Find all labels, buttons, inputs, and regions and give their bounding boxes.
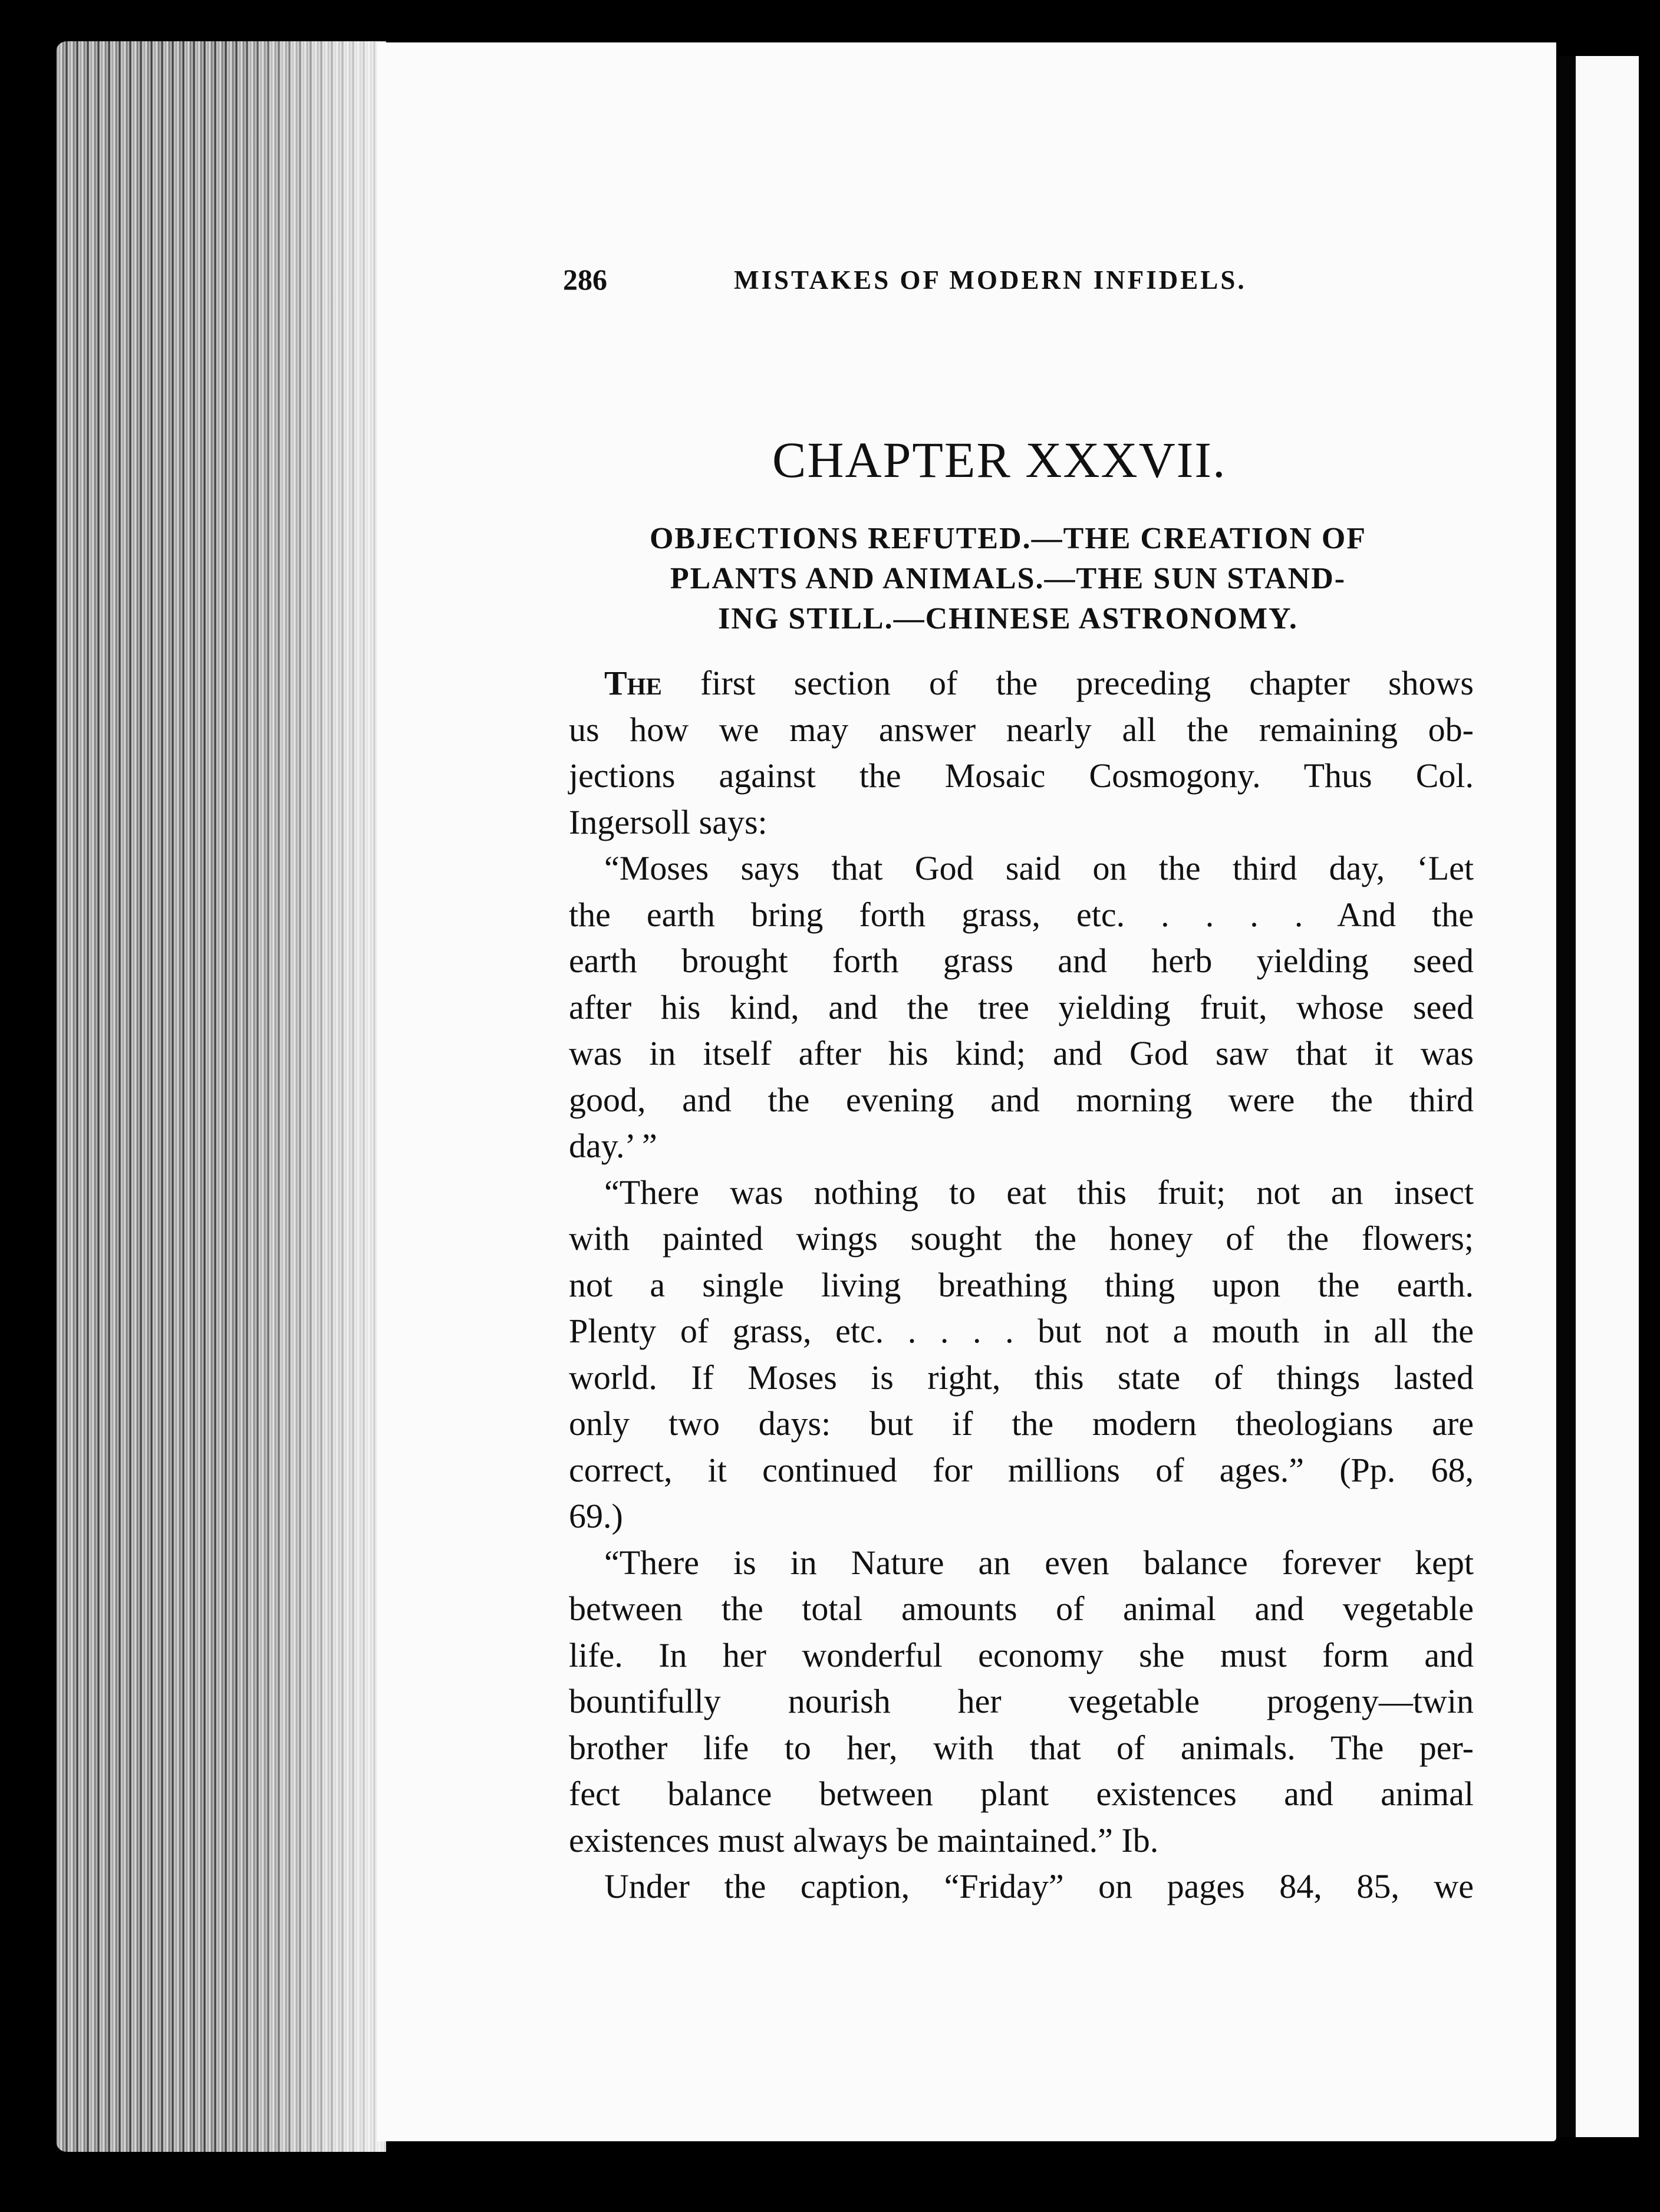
lead-word: The (604, 664, 662, 702)
text-line: us how we may answer nearly all the remaining ob- (569, 710, 1474, 749)
subtitle-line: OBJECTIONS REFUTED.—THE CREATION OF (649, 522, 1367, 555)
subtitle-line: ING STILL.—CHINESE ASTRONOMY. (718, 602, 1298, 636)
text-line: good, and the evening and morning were the third (569, 1080, 1474, 1119)
text-line: between the total amounts of animal and vegetable (569, 1589, 1474, 1628)
text-line: The first section of the preceding chapter shows (604, 664, 1474, 702)
text-line: was in itself after his kind; and God saw that it was (569, 1034, 1474, 1072)
text-line: jections against the Mosaic Cosmogony. Thus Col. (569, 756, 1474, 795)
body-text (569, 660, 1474, 1910)
text-line: bountifully nourish her vegetable progeny—twin (569, 1682, 1474, 1720)
text-line: “There was nothing to eat this fruit; not an insect (604, 1173, 1474, 1212)
next-page-edge (1559, 56, 1639, 2137)
chapter-subtitle (584, 519, 1432, 639)
text-line: the earth bring forth grass, etc. . . . . And the (569, 895, 1474, 934)
text-line: earth brought forth grass and herb yielding seed (569, 942, 1474, 980)
text-line: Ingersoll says: (569, 802, 768, 841)
text-line: after his kind, and the tree yielding fruit, whose seed (569, 988, 1474, 1026)
subtitle-line: PLANTS AND ANIMALS.—THE SUN STAND- (670, 562, 1346, 595)
text-line: world. If Moses is right, this state of things lasted (569, 1358, 1474, 1397)
text-line: 69.) (569, 1497, 623, 1535)
text-line: not a single living breathing thing upon the earth. (569, 1265, 1474, 1304)
text-line: fect balance between plant existences and animal (569, 1775, 1474, 1813)
text-line: correct, it continued for millions of ages.” (Pp. 68, (569, 1450, 1474, 1489)
chapter-title: CHAPTER XXXVII. (772, 432, 1227, 488)
page-number: 286 (563, 263, 607, 296)
text-line: only two days: but if the modern theologians are (569, 1404, 1474, 1443)
text-line: brother life to her, with that of animals. The per- (569, 1728, 1474, 1767)
text-line: with painted wings sought the honey of the flowers; (569, 1219, 1474, 1258)
text-line: “Moses says that God said on the third day, ‘Let (604, 849, 1474, 887)
book-page-edges (56, 41, 386, 2152)
text-line: day.’ ” (569, 1127, 657, 1165)
running-title: MISTAKES OF MODERN INFIDELS. (734, 265, 1247, 295)
text-line: existences must always be maintained.” Ib. (569, 1821, 1159, 1859)
text-line: “There is in Nature an even balance forever kept (604, 1543, 1474, 1582)
text-line: life. In her wonderful economy she must form and (569, 1635, 1474, 1674)
text-line: Plenty of grass, etc. . . . . but not a mouth in all the (569, 1312, 1474, 1350)
text-line: Under the caption, “Friday” on pages 84, 85, we (604, 1867, 1474, 1905)
